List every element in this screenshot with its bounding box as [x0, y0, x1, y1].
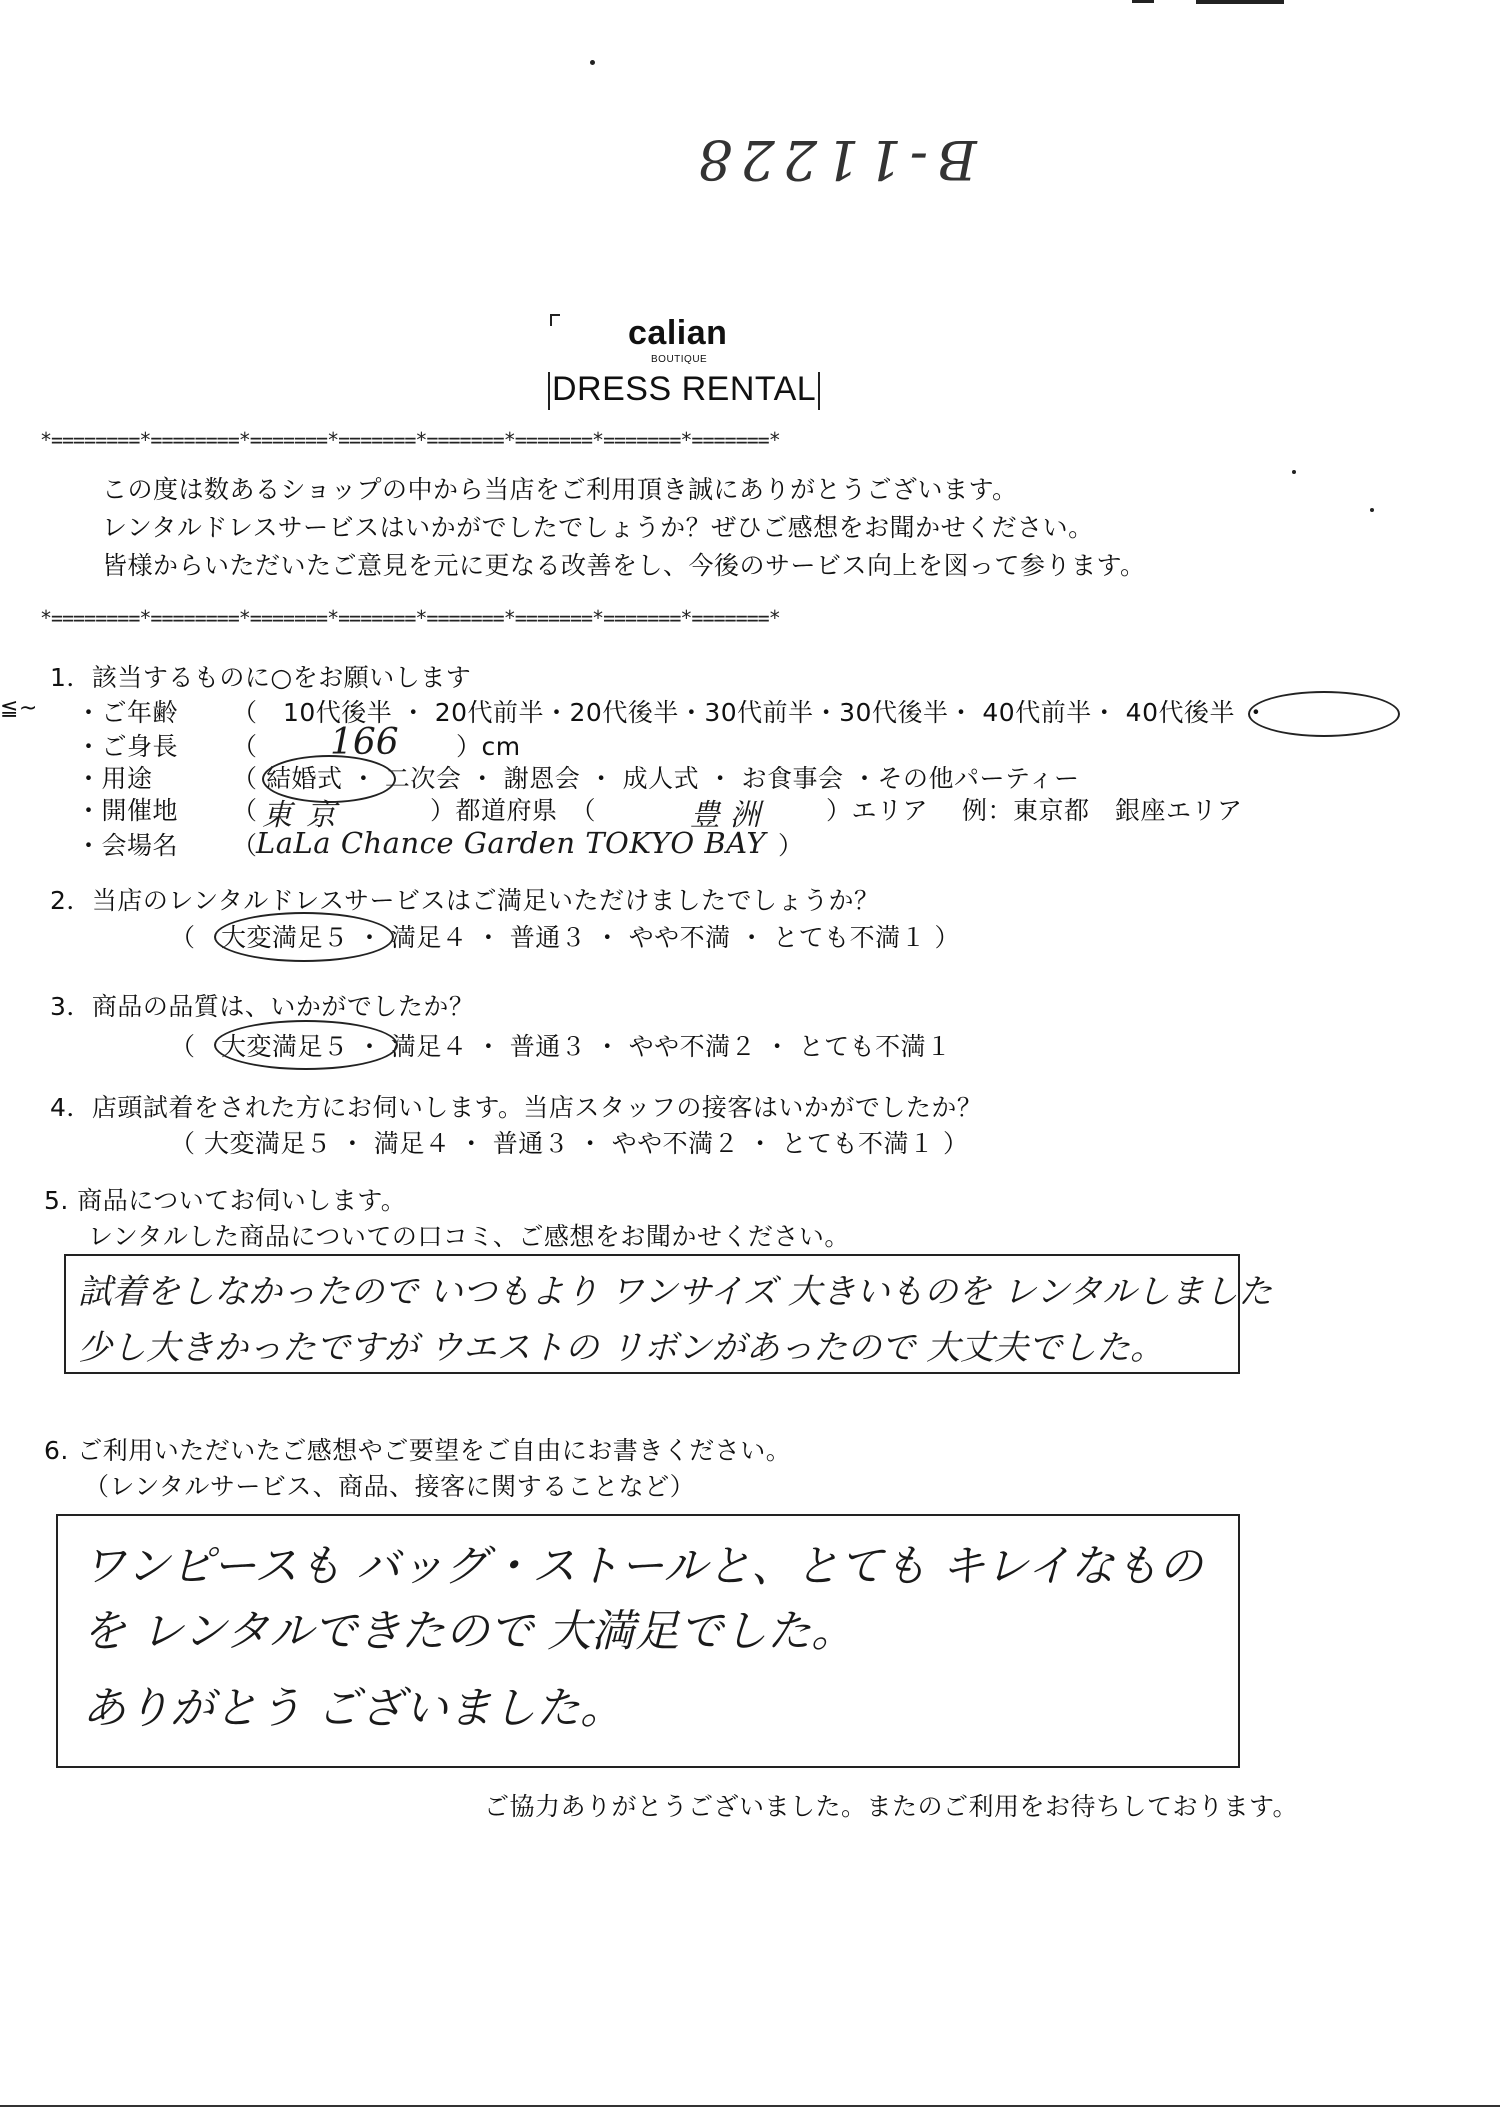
q2-options: （ 大変満足５ ・ 満足４ ・ 普通３ ・ やや不満 ・ とても不満１ ） [170, 923, 961, 952]
footer-thanks: ご協力ありがとうございました。またのご利用をお待ちしております。 [484, 1792, 1299, 1821]
q1-height-unit: ）cm [456, 732, 521, 761]
q4-options: （ 大変満足５ ・ 満足４ ・ 普通３ ・ やや不満２ ・ とても不満１ ） [170, 1129, 969, 1158]
logo-brand: calian [628, 314, 728, 352]
logo [548, 312, 828, 412]
scan-mark-top [1132, 0, 1154, 3]
logo-title: DRESS RENTAL [552, 370, 817, 408]
q1-height-value: 166 [330, 722, 399, 763]
q5-subtitle: レンタルした商品についての口コミ、ご感想をお聞かせください。 [88, 1222, 850, 1251]
q4-title: 4．店頭試着をされた方にお伺いします。当店スタッフの接客はいかがでしたか？ [50, 1093, 983, 1122]
q1-venue-close: ） [778, 831, 804, 860]
q1-venue-label: ・会場名 [76, 831, 179, 860]
scan-dot-3 [1370, 508, 1374, 512]
q1-venue-open: （ [232, 831, 258, 860]
q1-location-mid: ）都道府県 （ [430, 796, 597, 825]
q1-venue-value: LaLa Chance Garden TOKYO BAY [256, 826, 767, 860]
q6-subtitle: （レンタルサービス、商品、接客に関することなど） [84, 1472, 696, 1501]
q1-purpose-label: ・用途 [76, 764, 153, 793]
q1-age-options: （ 10代後半 ・ 20代前半・20代後半・30代前半・30代後半・ 40代前半・ 40代後半 ・ [232, 698, 1269, 727]
q1-purpose-options: （ 結婚式 ・ 二次会 ・ 謝恩会 ・ 成人式 ・ お食事会 ・その他パーティー [232, 764, 1080, 793]
q5-answer-line-2: 少し大きかったですが ウエストの リボンがあったので 大丈夫でした。 [78, 1328, 1165, 1368]
separator-top: *========*========*=======*=======*=======*=======*=======*=======* [40, 428, 780, 452]
q3-options: （ 大変満足５ ・ 満足４ ・ 普通３ ・ やや不満２ ・ とても不満１ [170, 1032, 952, 1061]
intro-line-3: 皆様からいただいたご意見を元に更なる改善をし、今後のサービス向上を図って参ります。 [102, 551, 1146, 580]
logo-title-bracket [548, 372, 550, 410]
q1-location-pref: 東京 [262, 798, 350, 833]
q1-location-open: （ [232, 796, 258, 825]
q2-title: 2．当店のレンタルドレスサービスはご満足いただけましたでしょうか？ [50, 886, 880, 915]
q1-age-label: ・ご年齢 [76, 698, 179, 727]
q1-age-selected-circle [1248, 691, 1400, 737]
scan-dot-2 [1292, 470, 1296, 474]
q5-answer-line-1: 試着をしなかったので いつもより ワンサイズ 大きいものを レンタルしました [78, 1272, 1273, 1312]
handwritten-reference: B-11228 [690, 128, 977, 191]
scan-mark-top-2 [1196, 0, 1284, 4]
logo-title-bracket-right [818, 372, 820, 410]
scan-dot [590, 60, 595, 65]
q6-answer-line-1: ワンピースも バッグ・ストールと、とても キレイなもの [82, 1541, 1203, 1592]
q2-selected-circle [214, 912, 394, 962]
logo-sub: BOUTIQUE [651, 354, 708, 365]
q1-location-label: ・開催地 [76, 796, 179, 825]
intro-line-2: レンタルドレスサービスはいかがでしたでしょうか？ぜひご感想をお聞かせください。 [102, 513, 1094, 542]
margin-mark: ≦~ [0, 696, 38, 721]
logo-corner-mark [550, 314, 560, 326]
scan-edge-bottom [0, 2105, 1500, 2107]
separator-bottom: *========*========*=======*=======*=======*=======*=======*=======* [40, 606, 780, 630]
q3-title: 3．商品の品質は、いかがでしたか？ [50, 992, 475, 1021]
q1-title: 1．該当するものに○をお願いします [50, 663, 472, 692]
q1-location-end: ）エリア 例：東京都 銀座エリア [826, 796, 1243, 825]
q1-location-area: 豊洲 [690, 798, 770, 833]
q6-answer-line-3: ありがとう ございました。 [82, 1683, 624, 1734]
q6-title: 6. ご利用いただいたご感想やご要望をご自由にお書きください。 [44, 1436, 792, 1465]
q3-selected-circle [214, 1020, 398, 1070]
intro-line-1: この度は数あるショップの中から当店をご利用頂き誠にありがとうございます。 [102, 475, 1018, 504]
q1-height-open: （ [232, 732, 258, 761]
q1-height-label: ・ご身長 [76, 732, 179, 761]
q6-answer-line-2: を レンタルできたので 大満足でした。 [82, 1606, 856, 1657]
q5-title: 5. 商品についてお伺いします。 [44, 1186, 407, 1215]
